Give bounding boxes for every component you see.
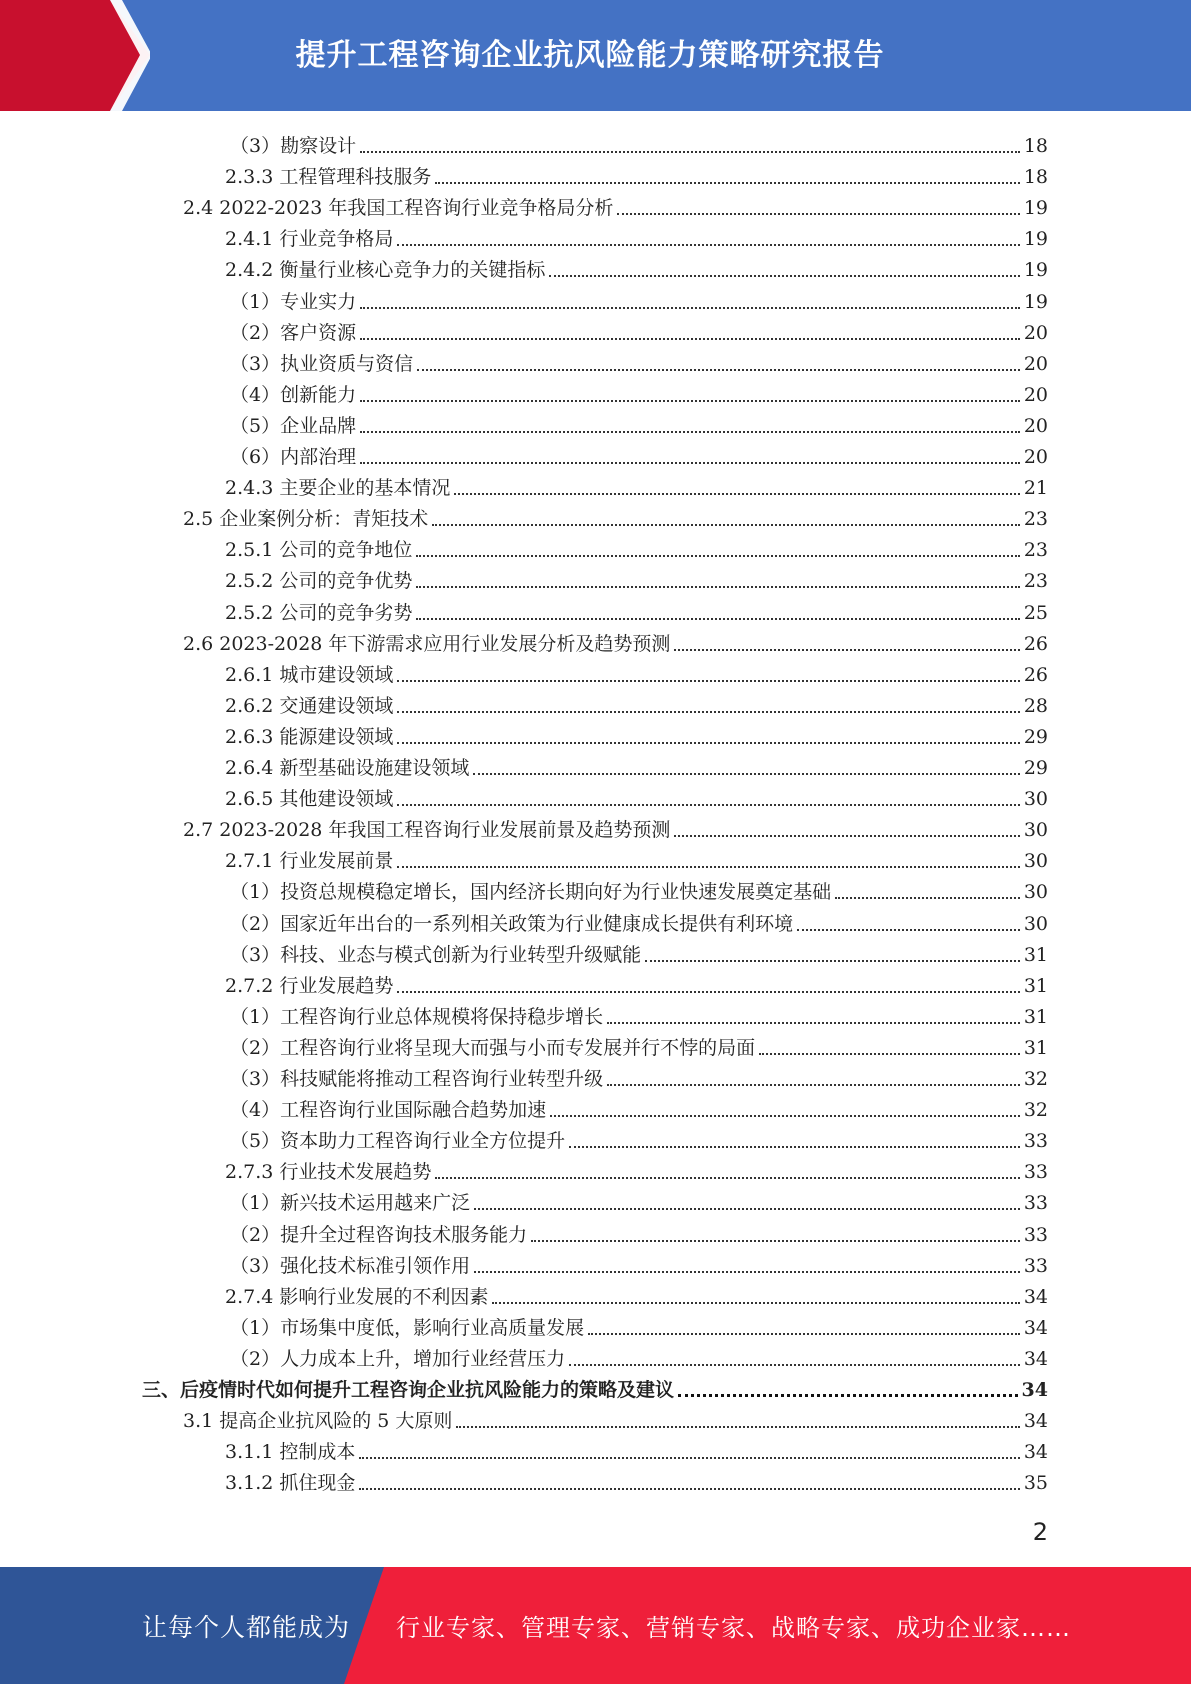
toc-entry-page: 34 bbox=[1023, 1410, 1048, 1433]
toc-entry-title: 2.7.2 行业发展趋势 bbox=[225, 974, 394, 997]
toc-entry-title: （2）工程咨询行业将呈现大而强与小而专发展并行不悖的局面 bbox=[230, 1036, 756, 1059]
toc-entry[interactable] bbox=[225, 1153, 1048, 1184]
toc-entry-title: 2.4 2022-2023 年我国工程咨询行业竞争格局分析 bbox=[183, 197, 614, 220]
toc-entry[interactable] bbox=[230, 438, 1048, 469]
toc-dot-leader bbox=[416, 618, 1019, 620]
toc-entry-title: 2.4.2 衡量行业核心竞争力的关键指标 bbox=[225, 259, 546, 282]
toc-dot-leader bbox=[588, 1333, 1020, 1335]
toc-entry-page: 33 bbox=[1023, 1161, 1048, 1184]
toc-entry-title: 2.7 2023-2028 年我国工程咨询行业发展前景及趋势预测 bbox=[183, 819, 671, 842]
toc-entry[interactable] bbox=[225, 967, 1048, 998]
toc-entry[interactable] bbox=[230, 127, 1048, 158]
toc-entry-page: 20 bbox=[1023, 414, 1048, 437]
toc-entry[interactable] bbox=[230, 873, 1048, 904]
toc-entry[interactable] bbox=[225, 158, 1048, 189]
toc-entry[interactable] bbox=[225, 531, 1048, 562]
toc-entry-page: 29 bbox=[1023, 725, 1048, 748]
toc-entry-page: 31 bbox=[1023, 974, 1048, 997]
toc-entry-page: 31 bbox=[1023, 943, 1048, 966]
toc-entry[interactable] bbox=[225, 1278, 1048, 1309]
toc-entry-page: 33 bbox=[1023, 1223, 1048, 1246]
toc-dot-leader bbox=[454, 493, 1019, 495]
toc-entry-title: 2.5 企业案例分析：青矩技术 bbox=[183, 508, 429, 531]
toc-entry-title: 2.5.2 公司的竞争优势 bbox=[225, 570, 413, 593]
toc-dot-leader bbox=[417, 369, 1020, 371]
toc-entry[interactable] bbox=[230, 1060, 1048, 1091]
toc-entry-page: 30 bbox=[1023, 819, 1048, 842]
toc-dot-leader bbox=[531, 1240, 1020, 1242]
toc-dot-leader bbox=[607, 1084, 1020, 1086]
toc-entry-title: （5）企业品牌 bbox=[230, 414, 357, 437]
toc-entry-title: （2）国家近年出台的一系列相关政策为行业健康成长提供有利环境 bbox=[230, 912, 794, 935]
toc-entry-page: 28 bbox=[1023, 694, 1048, 717]
toc-entry-title: 2.6.3 能源建设领域 bbox=[225, 725, 394, 748]
toc-entry-page: 25 bbox=[1023, 601, 1048, 624]
toc-entry[interactable] bbox=[230, 1340, 1048, 1371]
toc-entry[interactable] bbox=[225, 687, 1048, 718]
toc-entry-page: 20 bbox=[1023, 446, 1048, 468]
toc-entry[interactable] bbox=[230, 936, 1048, 967]
report-title: 提升工程咨询企业抗风险能力策略研究报告 bbox=[295, 38, 885, 73]
header-red-arrow-decoration bbox=[0, 0, 150, 111]
toc-entry-page: 20 bbox=[1023, 383, 1048, 406]
toc-dot-leader bbox=[474, 1208, 1020, 1210]
toc-entry[interactable] bbox=[230, 998, 1048, 1029]
toc-entry[interactable] bbox=[230, 1216, 1048, 1247]
toc-dot-leader bbox=[397, 991, 1019, 993]
toc-dot-leader bbox=[360, 338, 1020, 340]
toc-entry-page: 33 bbox=[1023, 1192, 1048, 1215]
toc-entry-title: 2.5.2 公司的竞争劣势 bbox=[225, 601, 413, 624]
toc-dot-leader bbox=[550, 1115, 1020, 1117]
toc-entry-page: 30 bbox=[1023, 788, 1048, 811]
toc-entry-title: 2.6.5 其他建设领域 bbox=[225, 788, 394, 811]
toc-dot-leader bbox=[617, 213, 1019, 215]
toc-entry[interactable] bbox=[225, 1433, 1048, 1464]
toc-dot-leader bbox=[492, 1302, 1019, 1304]
toc-entry-title: （2）客户资源 bbox=[230, 321, 357, 344]
toc-entry-title: （2）提升全过程咨询技术服务能力 bbox=[230, 1223, 528, 1246]
toc-entry-page: 31 bbox=[1023, 1005, 1048, 1028]
toc-entry-title: （6）内部治理 bbox=[230, 446, 357, 468]
toc-dot-leader bbox=[360, 400, 1020, 402]
toc-entry-page: 23 bbox=[1023, 539, 1048, 562]
footer-slogan-right: 行业专家、管理专家、营销专家、战略专家、成功企业家…… bbox=[396, 1614, 1071, 1642]
toc-dot-leader bbox=[432, 524, 1020, 526]
toc-entry-page: 21 bbox=[1023, 477, 1048, 500]
toc-entry[interactable] bbox=[225, 220, 1048, 251]
toc-dot-leader bbox=[759, 1053, 1020, 1055]
toc-entry[interactable] bbox=[183, 811, 1048, 842]
toc-entry[interactable] bbox=[230, 1091, 1048, 1122]
toc-entry-title: 2.4.1 行业竞争格局 bbox=[225, 228, 394, 251]
toc-entry-page: 19 bbox=[1023, 290, 1048, 313]
toc-entry-title: 2.6.4 新型基础设施建设领域 bbox=[225, 757, 470, 779]
toc-dot-leader bbox=[359, 1457, 1019, 1459]
toc-dot-leader bbox=[359, 1488, 1019, 1490]
toc-entry[interactable] bbox=[230, 376, 1048, 407]
toc-entry-page: 34 bbox=[1023, 1316, 1048, 1339]
toc-entry-page: 19 bbox=[1023, 197, 1048, 220]
toc-entry[interactable] bbox=[225, 780, 1048, 811]
toc-entry-title: 2.5.1 公司的竞争地位 bbox=[225, 539, 413, 562]
toc-entry-page: 19 bbox=[1023, 259, 1048, 282]
toc-dot-leader bbox=[456, 1426, 1019, 1428]
toc-entry[interactable] bbox=[183, 189, 1048, 220]
toc-entry[interactable] bbox=[230, 283, 1048, 314]
toc-entry-page: 18 bbox=[1023, 135, 1048, 157]
footer-slogan-left: 让每个人都能成为 bbox=[142, 1612, 351, 1642]
toc-entry-title: 2.6.1 城市建设领域 bbox=[225, 663, 394, 686]
toc-entry-page: 26 bbox=[1023, 632, 1048, 655]
toc-entry[interactable] bbox=[183, 625, 1048, 656]
toc-entry[interactable] bbox=[225, 1464, 1048, 1495]
toc-entry[interactable] bbox=[230, 345, 1048, 376]
toc-entry[interactable] bbox=[230, 1122, 1048, 1153]
toc-entry-title: （1）新兴技术运用越来广泛 bbox=[230, 1192, 471, 1215]
toc-entry[interactable] bbox=[183, 1402, 1048, 1433]
toc-entry-page: 34 bbox=[1023, 1441, 1048, 1464]
toc-entry-page: 30 bbox=[1023, 881, 1048, 904]
toc-entry-title: （1）市场集中度低，影响行业高质量发展 bbox=[230, 1316, 585, 1339]
toc-entry-page: 29 bbox=[1023, 757, 1048, 779]
toc-entry-title: 2.4.3 主要企业的基本情况 bbox=[225, 477, 451, 500]
toc-entry-page: 30 bbox=[1023, 850, 1048, 873]
toc-entry-title: （1）工程咨询行业总体规模将保持稳步增长 bbox=[230, 1005, 604, 1028]
toc-entry-page: 34 bbox=[1023, 1347, 1048, 1370]
toc-entry-title: （3）科技、业态与模式创新为行业转型升级赋能 bbox=[230, 943, 642, 966]
toc-entry-page: 33 bbox=[1023, 1254, 1048, 1277]
toc-entry-title: （3）科技赋能将推动工程咨询行业转型升级 bbox=[230, 1068, 604, 1090]
toc-entry-title: 2.6 2023-2028 年下游需求应用行业发展分析及趋势预测 bbox=[183, 632, 671, 655]
toc-dot-leader bbox=[607, 1022, 1020, 1024]
toc-entry[interactable] bbox=[230, 905, 1048, 936]
toc-dot-leader bbox=[435, 182, 1019, 184]
toc-entry-title: 三、后疫情时代如何提升工程咨询企业抗风险能力的策略及建议 bbox=[142, 1379, 675, 1401]
toc-entry[interactable] bbox=[183, 500, 1048, 531]
toc-dot-leader bbox=[360, 151, 1020, 153]
toc-entry-page: 31 bbox=[1023, 1036, 1048, 1059]
toc-entry[interactable] bbox=[230, 1184, 1048, 1215]
toc-entry-page: 33 bbox=[1023, 1130, 1048, 1153]
toc-dot-leader bbox=[397, 742, 1019, 744]
toc-entry[interactable] bbox=[225, 562, 1048, 593]
toc-entry[interactable] bbox=[142, 1371, 1048, 1402]
page-header bbox=[0, 0, 1191, 111]
toc-dot-leader bbox=[549, 275, 1019, 277]
toc-dot-leader bbox=[416, 555, 1019, 557]
toc-entry-page: 20 bbox=[1023, 321, 1048, 344]
toc-dot-leader bbox=[797, 929, 1020, 931]
toc-dot-leader bbox=[397, 711, 1019, 713]
toc-entry-title: （4）创新能力 bbox=[230, 383, 357, 406]
page-number: 2 bbox=[1032, 1518, 1048, 1546]
toc-dot-leader bbox=[835, 897, 1020, 899]
toc-entry[interactable] bbox=[230, 1309, 1048, 1340]
toc-entry-title: 2.7.3 行业技术发展趋势 bbox=[225, 1161, 432, 1184]
toc-entry[interactable] bbox=[225, 251, 1048, 282]
toc-entry-title: （1）投资总规模稳定增长，国内经济长期向好为行业快速发展奠定基础 bbox=[230, 881, 832, 904]
toc-entry[interactable] bbox=[225, 842, 1048, 873]
toc-entry[interactable] bbox=[225, 718, 1048, 749]
toc-entry-title: （3）勘察设计 bbox=[230, 135, 357, 157]
toc-dot-leader bbox=[474, 1271, 1020, 1273]
toc-entry[interactable] bbox=[225, 594, 1048, 625]
toc-entry-page: 23 bbox=[1023, 508, 1048, 531]
toc-entry-page: 35 bbox=[1023, 1472, 1048, 1495]
toc-dot-leader bbox=[435, 1177, 1019, 1179]
toc-entry-title: 3.1 提高企业抗风险的 5 大原则 bbox=[183, 1410, 453, 1433]
toc-dot-leader bbox=[360, 307, 1020, 309]
toc-dot-leader bbox=[397, 866, 1019, 868]
toc-entry-title: 2.7.4 影响行业发展的不利因素 bbox=[225, 1285, 489, 1308]
page-footer bbox=[0, 1567, 1191, 1684]
toc-entry[interactable] bbox=[225, 469, 1048, 500]
toc-entry-page: 18 bbox=[1023, 166, 1048, 189]
toc-entry[interactable] bbox=[230, 1029, 1048, 1060]
toc-entry-page: 30 bbox=[1023, 912, 1048, 935]
toc-dot-leader bbox=[360, 431, 1020, 433]
toc-entry-title: （5）资本助力工程咨询行业全方位提升 bbox=[230, 1130, 566, 1153]
toc-dot-leader bbox=[674, 649, 1019, 651]
toc-entry-title: 3.1.2 抓住现金 bbox=[225, 1472, 356, 1495]
toc-entry[interactable] bbox=[230, 1247, 1048, 1278]
toc-entry-page: 26 bbox=[1023, 663, 1048, 686]
toc-entry-page: 19 bbox=[1023, 228, 1048, 251]
toc-entry-page: 23 bbox=[1023, 570, 1048, 593]
toc-entry-title: 3.1.1 控制成本 bbox=[225, 1441, 356, 1464]
toc-entry-title: （3）执业资质与资信 bbox=[230, 352, 414, 375]
toc-dot-leader bbox=[674, 835, 1019, 837]
toc-dot-leader bbox=[569, 1146, 1020, 1148]
toc-dot-leader bbox=[473, 773, 1019, 775]
toc-dot-leader bbox=[397, 244, 1019, 246]
toc-dot-leader bbox=[397, 680, 1019, 682]
toc-entry-title: 2.7.1 行业发展前景 bbox=[225, 850, 394, 873]
toc-entry-title: （2）人力成本上升，增加行业经营压力 bbox=[230, 1347, 566, 1370]
toc-entry[interactable] bbox=[225, 656, 1048, 687]
toc-entry-page: 32 bbox=[1023, 1099, 1048, 1122]
toc-entry-title: 2.6.2 交通建设领域 bbox=[225, 694, 394, 717]
toc-dot-leader bbox=[397, 804, 1019, 806]
toc-entry-page: 20 bbox=[1023, 352, 1048, 375]
toc-entry[interactable] bbox=[230, 407, 1048, 438]
toc-entry-title: （3）强化技术标准引领作用 bbox=[230, 1254, 471, 1277]
toc-entry[interactable] bbox=[230, 314, 1048, 345]
toc-entry-title: （1）专业实力 bbox=[230, 290, 357, 313]
toc-dot-leader bbox=[569, 1364, 1020, 1366]
toc-dot-leader bbox=[416, 586, 1019, 588]
toc-entry-page: 34 bbox=[1021, 1379, 1048, 1401]
toc-dot-leader bbox=[678, 1394, 1018, 1397]
toc-entry[interactable] bbox=[225, 749, 1048, 780]
toc-entry-page: 34 bbox=[1023, 1285, 1048, 1308]
toc-dot-leader bbox=[645, 960, 1020, 962]
toc-entry-title: 2.3.3 工程管理科技服务 bbox=[225, 166, 432, 189]
toc-entry-page: 32 bbox=[1023, 1068, 1048, 1090]
toc-entry-title: （4）工程咨询行业国际融合趋势加速 bbox=[230, 1099, 547, 1122]
toc-dot-leader bbox=[360, 462, 1020, 464]
